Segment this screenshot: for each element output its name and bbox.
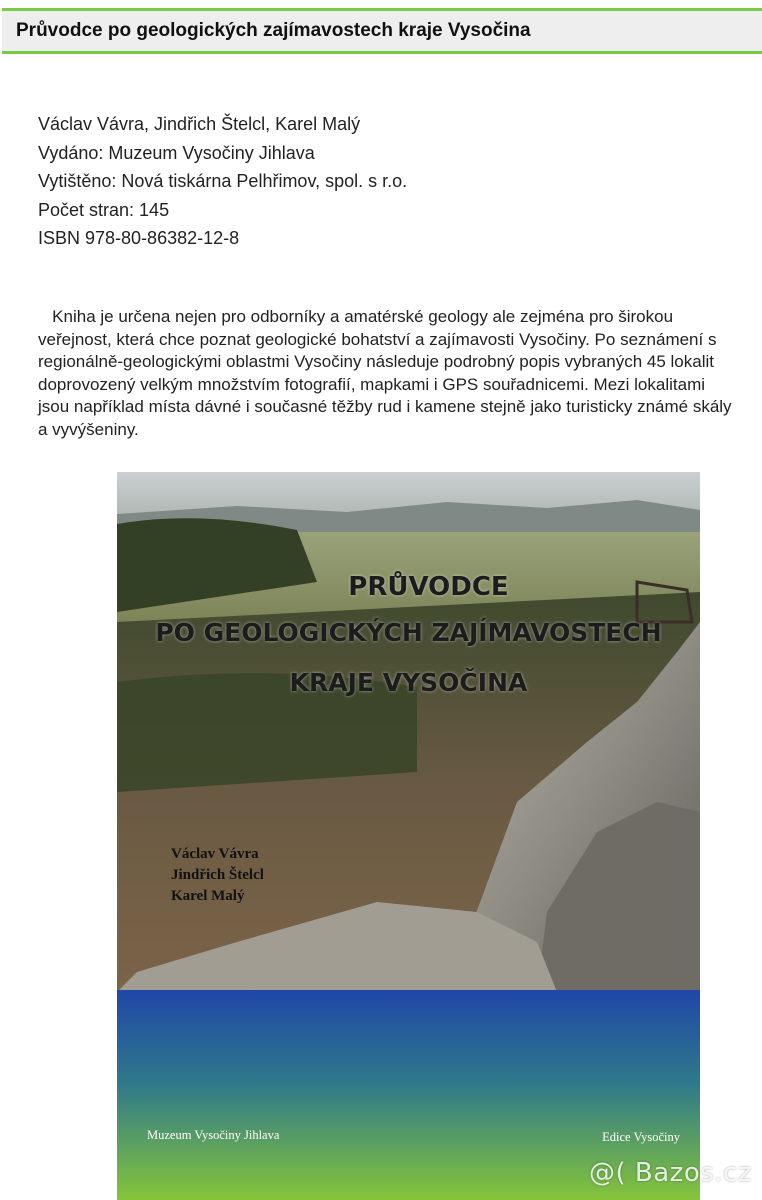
meta-isbn: ISBN 978-80-86382-12-8 [38, 228, 240, 248]
book-metadata [38, 110, 407, 253]
cover-authors [171, 844, 264, 907]
cover-author: Václav Vávra [171, 846, 259, 862]
bazos-watermark: @( Bazos.cz [589, 1158, 752, 1188]
meta-published: Vydáno: Muzeum Vysočiny Jihlava [38, 142, 315, 163]
cover-title-line2: PO GEOLOGICKÝCH ZAJÍMAVOSTECH [155, 618, 662, 647]
meta-authors: Václav Vávra, Jindřich Štelcl, Karel Malý [38, 114, 361, 134]
page-title: Průvodce po geologických zajímavostech kraje Vysočina [16, 20, 531, 41]
cover-author: Karel Malý [171, 888, 245, 904]
description-text: Kniha je určena nejen pro odborníky a amatérské geology ale zejména pro širokou veřejnost, která chce poznat geologické bohatství a zajímavosti Vysočiny. Po seznámení s regionálně-geologickými oblastmi Vysočiny následuje podrobný popis vybraných 45 lokalit doprovozený velkým množstvím fotografií, mapkami i GPS souřadnicemi. Mezi lokalitami jsou například místa dávné i současné těžby rud i kamene stejně jako turisticky známé skály a vyvýšeniny. [38, 307, 732, 439]
cover-edition: Edice Vysočiny [602, 1130, 680, 1144]
book-description [38, 306, 740, 441]
meta-printed: Vytištěno: Nová tiskárna Pelhřimov, spol. s r.o. [38, 171, 408, 191]
book-cover-image[interactable] [117, 472, 700, 1200]
page-header [2, 8, 762, 54]
cover-author: Jindřich Štelcl [171, 867, 264, 883]
meta-pages: Počet stran: 145 [38, 199, 170, 220]
cover-title-line3: KRAJE VYSOČINA [289, 668, 528, 697]
cover-publisher: Muzeum Vysočiny Jihlava [147, 1128, 280, 1142]
cover-title-line1: PRŮVODCE [348, 572, 509, 602]
